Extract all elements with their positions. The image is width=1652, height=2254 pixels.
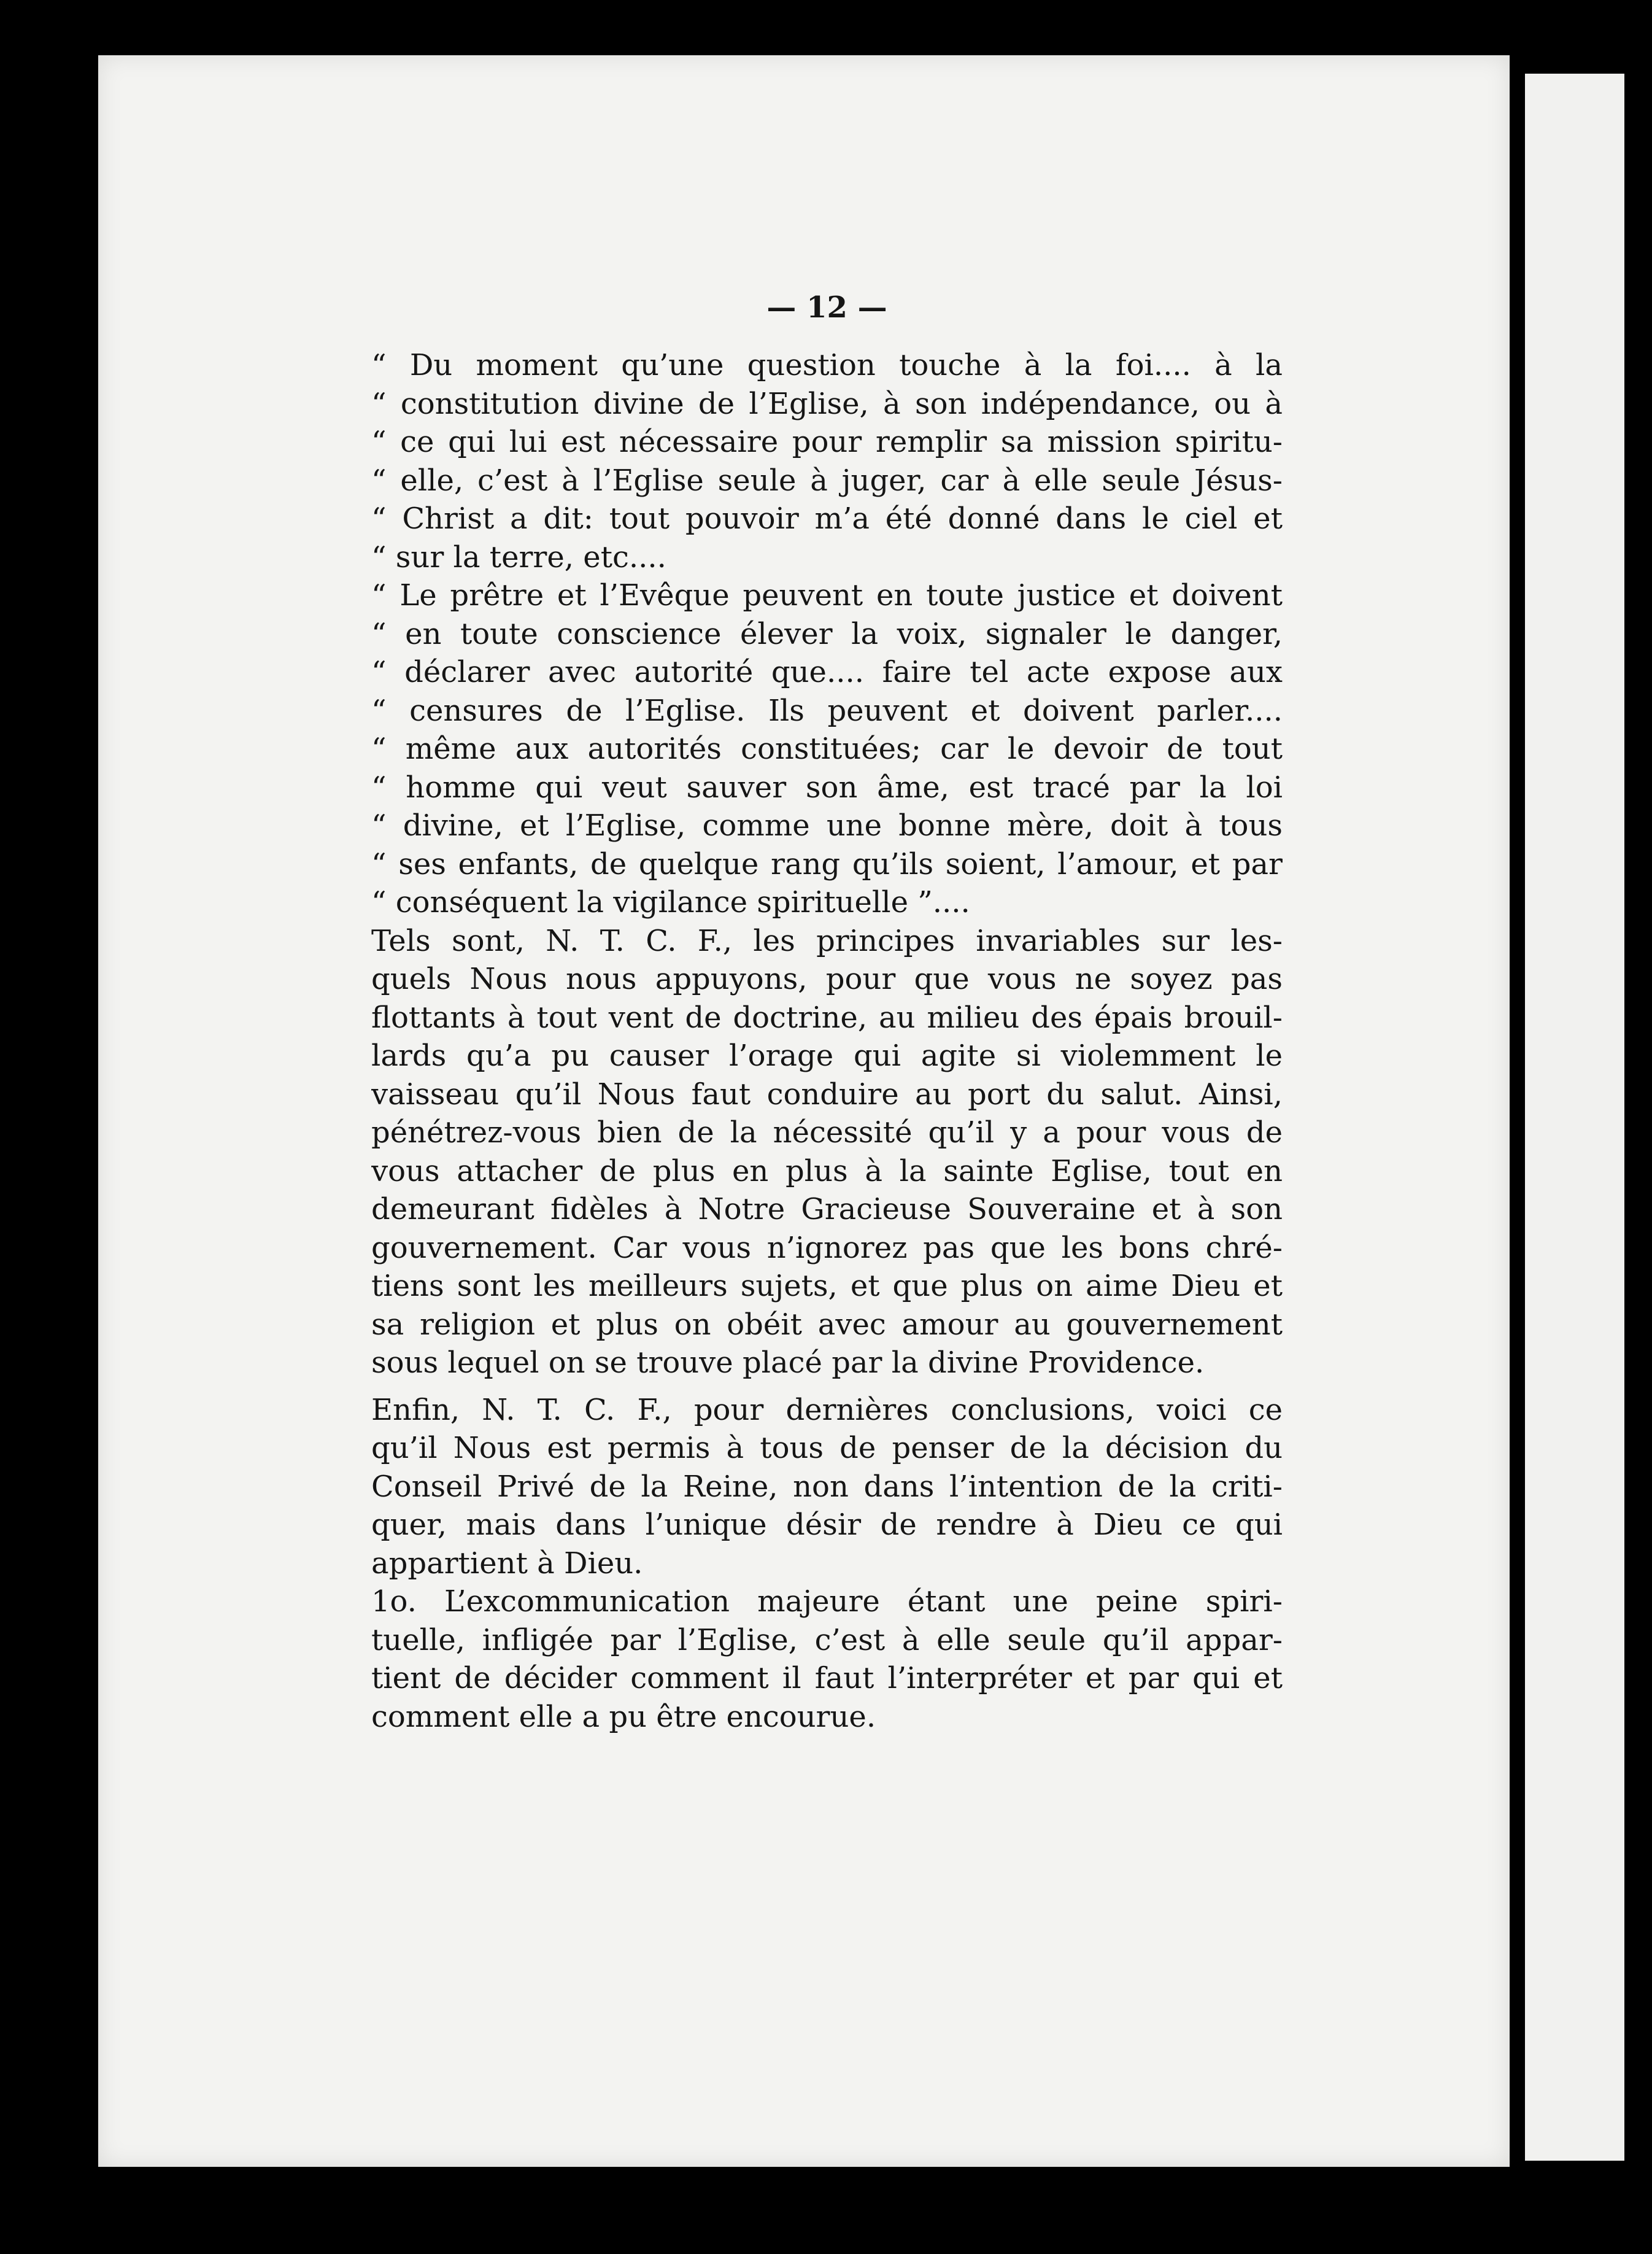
text-line: demeurant fidèles à Notre Gracieuse Souveraine et à son	[371, 1192, 1283, 1226]
text-line: “ déclarer avec autorité que.... faire tel acte expose aux	[371, 655, 1283, 689]
text-line: “ Christ a dit: tout pouvoir m’a été donné dans le ciel et	[371, 502, 1283, 536]
text-line: vaisseau qu’il Nous faut conduire au port du salut. Ainsi,	[371, 1077, 1283, 1112]
text-line: “ elle, c’est à l’Eglise seule à juger, car à elle seule Jésus-	[371, 463, 1283, 498]
text-line: “ sur la terre, etc....	[371, 540, 666, 575]
text-line: lards qu’a pu causer l’orage qui agite si violemment le	[371, 1039, 1283, 1073]
text-line: “ censures de l’Eglise. Ils peuvent et doivent parler....	[371, 693, 1283, 728]
text-line: tiens sont les meilleurs sujets, et que plus on aime Dieu et	[371, 1269, 1283, 1303]
text-line: “ constitution divine de l’Eglise, à son indépendance, ou à	[371, 386, 1283, 421]
text-line: qu’il Nous est permis à tous de penser de la décision du	[371, 1431, 1283, 1465]
text-line: pénétrez-vous bien de la nécessité qu’il y a pour vous de	[371, 1115, 1283, 1150]
text-line: “ conséquent la vigilance spirituelle ”....	[371, 885, 970, 920]
text-line: “ ce qui lui est nécessaire pour remplir sa mission spiritu-	[371, 425, 1283, 459]
text-line: comment elle a pu être encourue.	[371, 1699, 876, 1734]
adjacent-page-edge	[1525, 74, 1624, 2161]
text-line: “ homme qui veut sauver son âme, est tracé par la loi	[371, 770, 1283, 805]
text-line: tuelle, infligée par l’Eglise, c’est à elle seule qu’il appar-	[371, 1622, 1283, 1657]
text-line: Enfin, N. T. C. F., pour dernières conclusions, voici ce	[371, 1392, 1283, 1427]
text-line: tient de décider comment il faut l’interpréter et par qui et	[371, 1661, 1283, 1695]
text-line: “ Du moment qu’une question touche à la foi.... à la	[371, 348, 1283, 382]
paragraph-gap	[371, 1382, 1283, 1391]
page-text	[371, 289, 1283, 1736]
text-line: sa religion et plus on obéit avec amour au gouvernement	[371, 1307, 1283, 1342]
text-line: appartient à Dieu.	[371, 1546, 643, 1581]
text-line: sous lequel on se trouve placé par la divine Providence.	[371, 1346, 1205, 1380]
text-line: “ ses enfants, de quelque rang qu’ils soient, l’amour, et par	[371, 846, 1283, 881]
page-number: — 12 —	[766, 290, 887, 325]
text-line: Conseil Privé de la Reine, non dans l’intention de la criti-	[371, 1469, 1283, 1504]
text-line: “ divine, et l’Eglise, comme une bonne mère, doit à tous	[371, 808, 1283, 843]
text-line: “ même aux autorités constituées; car le devoir de tout	[371, 732, 1283, 766]
text-line: quels Nous nous appuyons, pour que vous ne soyez pas	[371, 962, 1283, 996]
text-line: flottants à tout vent de doctrine, au milieu des épais brouil-	[371, 1000, 1283, 1035]
text-line: gouvernement. Car vous n’ignorez pas que les bons chré-	[371, 1230, 1283, 1265]
text-line: vous attacher de plus en plus à la sainte Eglise, tout en	[371, 1153, 1283, 1188]
text-line: quer, mais dans l’unique désir de rendre à Dieu ce qui	[371, 1508, 1283, 1542]
text-line: 1o. L’excommunication majeure étant une peine spiri-	[371, 1584, 1283, 1619]
text-line: “ Le prêtre et l’Evêque peuvent en toute justice et doivent	[371, 578, 1283, 613]
text-line: Tels sont, N. T. C. F., les principes invariables sur les-	[371, 923, 1283, 958]
text-line: “ en toute conscience élever la voix, signaler le danger,	[371, 616, 1283, 651]
